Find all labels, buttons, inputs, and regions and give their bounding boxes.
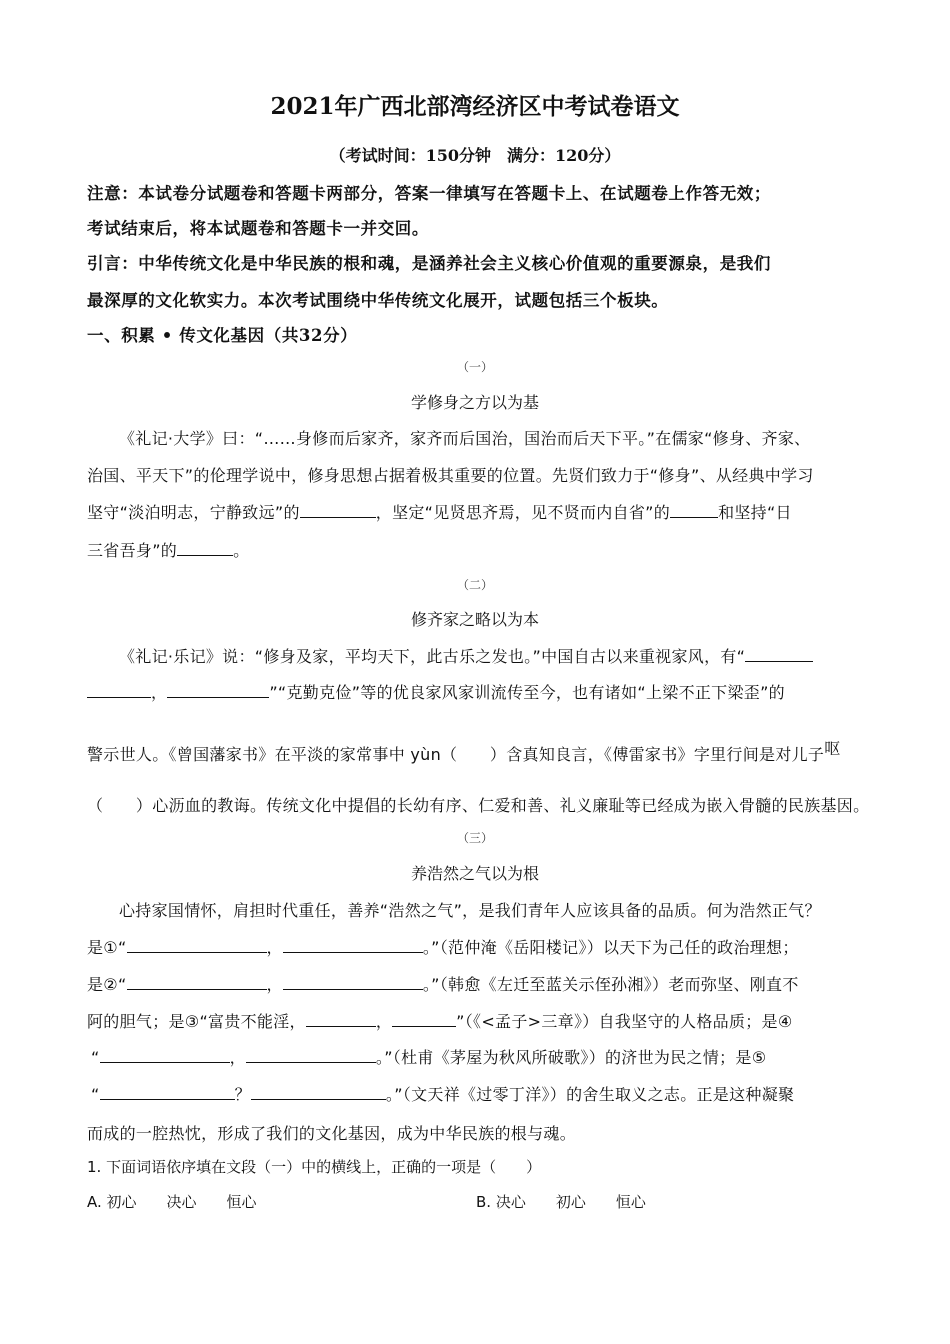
- text-segment: “: [91, 1048, 100, 1067]
- part2-line-1: [119, 644, 813, 667]
- part1-line-1: 《礼记·大学》曰：“……身修而后家齐，家齐而后国治，国治而后天下平。”在儒家“修身、齐家、: [119, 429, 811, 448]
- fill-blank: [392, 1010, 456, 1027]
- part1-line-3: [87, 500, 792, 523]
- part2-line-3: [87, 739, 841, 765]
- question-number: 1.: [87, 1158, 102, 1176]
- option-letter: A.: [87, 1193, 102, 1211]
- intro-line-1: 引言：中华传统文化是中华民族的根和魂，是涵养社会主义核心价值观的重要源泉，是我们: [87, 254, 771, 273]
- text-segment: 阿的胆气；是③“富贵不能淫，: [87, 1012, 306, 1031]
- text-segment: 坚守“淡泊明志，宁静致远”的: [87, 503, 300, 522]
- option-a[interactable]: [87, 1191, 257, 1212]
- page-title: 2021年广西北部湾经济区中考试卷语文: [270, 93, 680, 120]
- exam-info: （考试时间：150分钟 满分：120分）: [329, 146, 621, 165]
- text-segment: 《礼记·乐记》说：“修身及家，平均天下，此古乐之发也。”中国自古以来重视家风，有“: [119, 647, 746, 666]
- text-segment: 是②“: [87, 975, 127, 994]
- text-segment: 和坚持“日: [718, 503, 792, 522]
- raised-char: 呕: [824, 739, 841, 758]
- part2-line-4: （ ）心沥血的教诲。传统文化中提倡的长幼有序、仁爱和善、礼义廉耻等已经成为嵌入骨髓的民族基因。: [87, 796, 870, 815]
- fill-blank: [127, 973, 267, 990]
- notice-line-2: 考试结束后，将本试题卷和答题卡一并交回。: [87, 219, 429, 238]
- fill-blank: [306, 1010, 376, 1027]
- text-segment: ，: [266, 975, 283, 994]
- fill-blank: [283, 936, 423, 953]
- part3-line-7: 而成的一腔热忱，形成了我们的文化基因，成为中华民族的根与魂。: [87, 1124, 577, 1143]
- text-segment: 是①“: [87, 938, 127, 957]
- option-text: 初心 决心 恒心: [106, 1193, 257, 1211]
- question-1: [87, 1156, 541, 1177]
- fill-blank: [177, 539, 233, 556]
- part3-line-4: [87, 1009, 793, 1032]
- text-segment: ”“克勤克俭”等的优良家风家训流传至今，也有诸如“上梁不正下梁歪”的: [269, 683, 785, 702]
- fill-blank: [167, 681, 269, 698]
- part1-line-4: [87, 538, 249, 561]
- text-segment: 。”（文天祥《过零丁洋》）的舍生取义之志。正是这种凝聚: [385, 1085, 795, 1104]
- text-segment: 。: [233, 541, 250, 560]
- text-segment: ，坚定“见贤思齐焉，见不贤而内自省”的: [375, 503, 671, 522]
- fill-blank: [745, 645, 813, 662]
- part3-line-3: [87, 972, 799, 995]
- text-segment: ，: [151, 683, 168, 702]
- fill-blank: [100, 1083, 235, 1100]
- text-segment: 。”（范仲淹《岳阳楼记》）以天下为己任的政治理想；: [422, 938, 799, 957]
- question-stem: 下面词语依序填在文段（一）中的横线上，正确的一项是（ ）: [106, 1158, 542, 1176]
- part3-line-1: 心持家国情怀，肩担时代重任，善养“浩然之气”，是我们青年人应该具备的品质。何为浩然正气？: [119, 901, 821, 920]
- option-letter: B.: [476, 1193, 492, 1211]
- notice-line-1: 注意：本试卷分试题卷和答题卡两部分，答案一律填写在答题卡上、在试题卷上作答无效；: [87, 184, 771, 203]
- fill-blank: [100, 1046, 230, 1063]
- fill-blank: [300, 501, 376, 518]
- text-segment: 。”（杜甫《茅屋为秋风所破歌》）的济世为民之情；是⑤: [375, 1048, 767, 1067]
- option-text: 决心 初心 恒心: [495, 1193, 646, 1211]
- text-segment: ，: [375, 1012, 393, 1031]
- section-heading: 一、积累 • 传文化基因（共32分）: [87, 326, 358, 345]
- option-b[interactable]: [476, 1191, 646, 1212]
- intro-line-2: 最深厚的文化软实力。本次考试围绕中华传统文化展开，试题包括三个板块。: [87, 291, 669, 310]
- part2-line-2: [87, 680, 785, 703]
- part1-title: 学修身之方以为基: [410, 393, 539, 412]
- fill-blank: [246, 1046, 376, 1063]
- text-segment: ，: [266, 938, 283, 957]
- part3-line-2: [87, 935, 799, 958]
- text-segment: 警示世人。《曾国藩家书》在平淡的家常事中 yùn（ ）含真知良言，《傅雷家书》字里行间是对儿子: [87, 745, 825, 764]
- text-segment: “: [91, 1085, 100, 1104]
- text-segment: ”（《<孟子>三章》）自我坚守的人格品质；是④: [456, 1012, 793, 1031]
- part3-line-6: [91, 1082, 794, 1105]
- fill-blank: [127, 936, 267, 953]
- part1-line-2: 治国、平天下”的伦理学说中，修身思想占据着极其重要的位置。先贤们致力于“修身”、从经典中学习: [87, 466, 814, 485]
- part2-number: （二）: [456, 578, 493, 592]
- part2-title: 修齐家之略以为本: [410, 610, 539, 629]
- part3-number: （三）: [456, 831, 493, 845]
- text-segment: 三省吾身”的: [87, 541, 178, 560]
- fill-blank: [670, 501, 718, 518]
- part1-number: （一）: [456, 360, 493, 374]
- fill-blank: [283, 973, 423, 990]
- text-segment: 。”（韩愈《左迁至蓝关示侄孙湘》）老而弥坚、刚直不: [422, 975, 799, 994]
- fill-blank: [251, 1083, 386, 1100]
- part3-title: 养浩然之气以为根: [410, 864, 539, 883]
- text-segment: ？: [234, 1085, 251, 1104]
- part3-line-5: [91, 1045, 766, 1068]
- fill-blank: [87, 681, 151, 698]
- text-segment: ，: [229, 1048, 246, 1067]
